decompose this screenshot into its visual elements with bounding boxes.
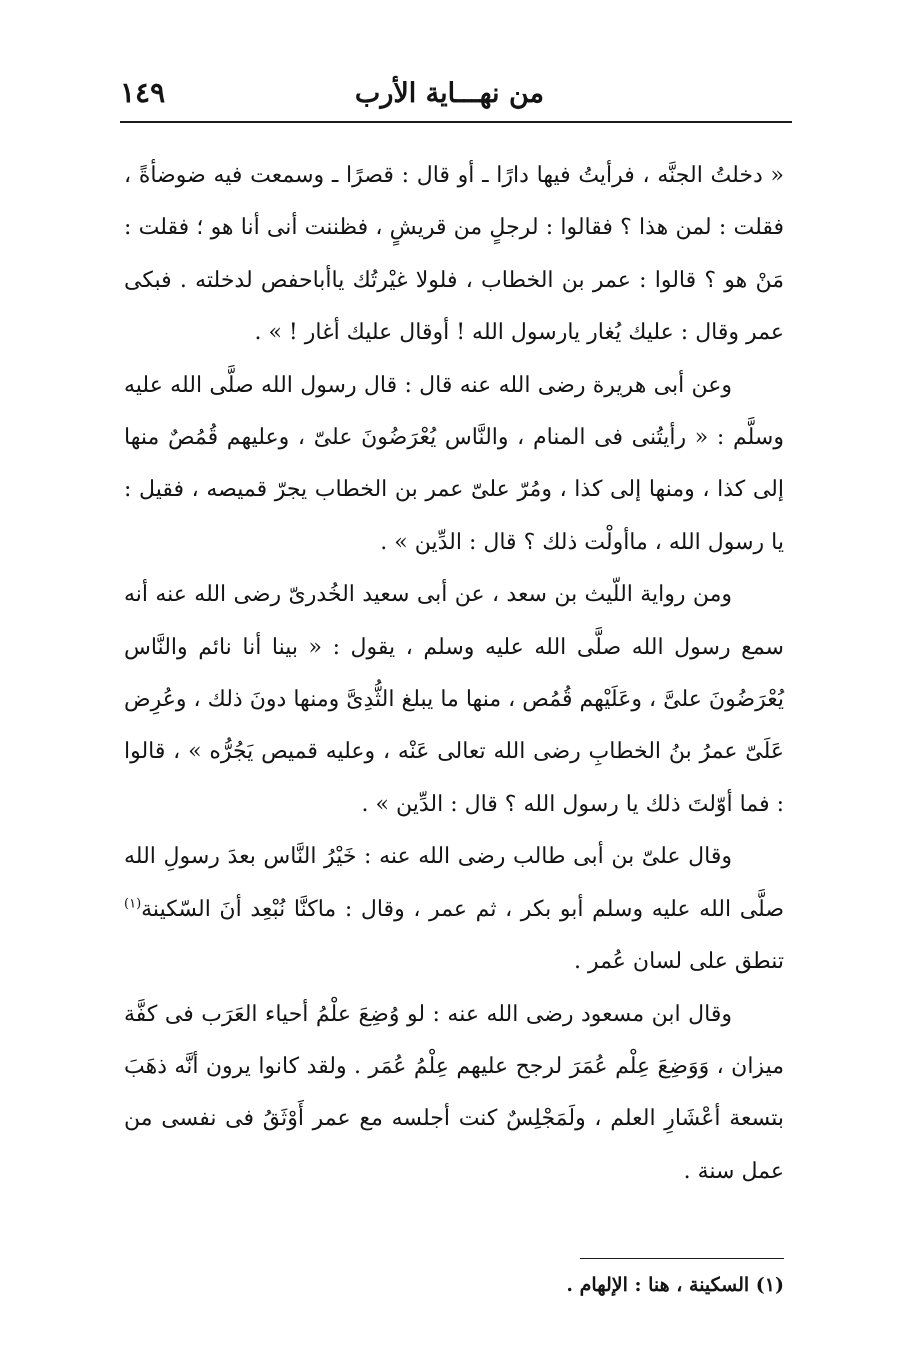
footnote-divider (580, 1258, 784, 1259)
header-divider (120, 121, 792, 123)
body-text (124, 150, 784, 1198)
paragraph-5: وقال ابن مسعود رضى الله عنه : لو وُضِعَ علْمُ أحياء العَرَب فى كفَّة ميزان ، وَوَضِعَ عِلْم عُمَرَ لرجح عليهم عِلْمُ عُمَر . ولقد كانوا يرون أنَّه ذهَبَ بتسعة أعْشَارِ العلم ، ولَمَجْلِسٌ كنت أجلسه مع عمر أَوْثَقُ فى نفسى من عمل سنة . (124, 1001, 784, 1184)
page-number: ١٤٩ (120, 76, 166, 109)
running-title: من نهـــاية الأرب (354, 78, 544, 109)
paragraph-4 (124, 831, 784, 988)
paragraph-4-tail: تنطق على لسان عُمر . (573, 949, 784, 975)
paragraph-4-text: وقال علىّ بن أبى طالب رضى الله عنه : خَيْرُ النَّاس بعدَ رسولِ الله صلَّى الله عليه وسلم أبو بكر ، ثم عمر ، وقال : ماكنَّا نُبْعِد أنَ السّكينة (124, 844, 784, 922)
page-header (120, 72, 792, 112)
paragraph-3: ومن رواية اللّيث بن سعد ، عن أبى سعيد الخُدرىّ رضى الله عنه أنه سمع رسول الله صلَّى الله عليه وسلم ، يقول : « بينا أنا نائم والنَّاس يُعْرَضُونَ علىَّ ، وعَلَيْهم قُمُص ، منها ما يبلغ الثُّدِىَّ ومنها دونَ ذلك ، وعُرِض عَلَىّ عمرُ بنُ الخطابِ رضى الله تعالى عَنْه ، وعليه قميص يَجُرُّه » ، قالوا : فما أوّلتَ ذلك يا رسول الله ؟ قال : الدِّين » . (124, 582, 784, 817)
paragraph-2: وعن أبى هريرة رضى الله عنه قال : قال رسول الله صلَّى الله عليه وسلَّم : « رأيتُنى فى المنام ، والنَّاس يُعْرَضُونَ علىّ ، وعليهم قُمُصٌ منها إلى كذا ، ومنها إلى كذا ، ومُرّ علىّ عمر بن الخطاب يجرّ قميصه ، فقيل : يا رسول الله ، ماأولْت ذلك ؟ قال : الدِّين » . (124, 372, 784, 555)
paragraph-1: « دخلتُ الجنَّه ، فرأيتُ فيها دارًا ـ أو قال : قصرًا ـ وسمعت فيه ضوضأةً ، فقلت : لمن هذا ؟ فقالوا : لرجلٍ من قريشٍ ، فظننت أنى أنا هو ؛ فقلت : مَنْ هو ؟ قالوا : عمر بن الخطاب ، فلولا غيْرتُك ياأباحفص لدخلته . فبكى عمر وقال : عليك يُغار يارسول الله ! أوقال عليك أغار ! » . (124, 163, 784, 346)
footnote-reference: (١) (124, 896, 142, 912)
footnote: (١) السكينة ، هنا : الإلهام . (566, 1274, 784, 1296)
